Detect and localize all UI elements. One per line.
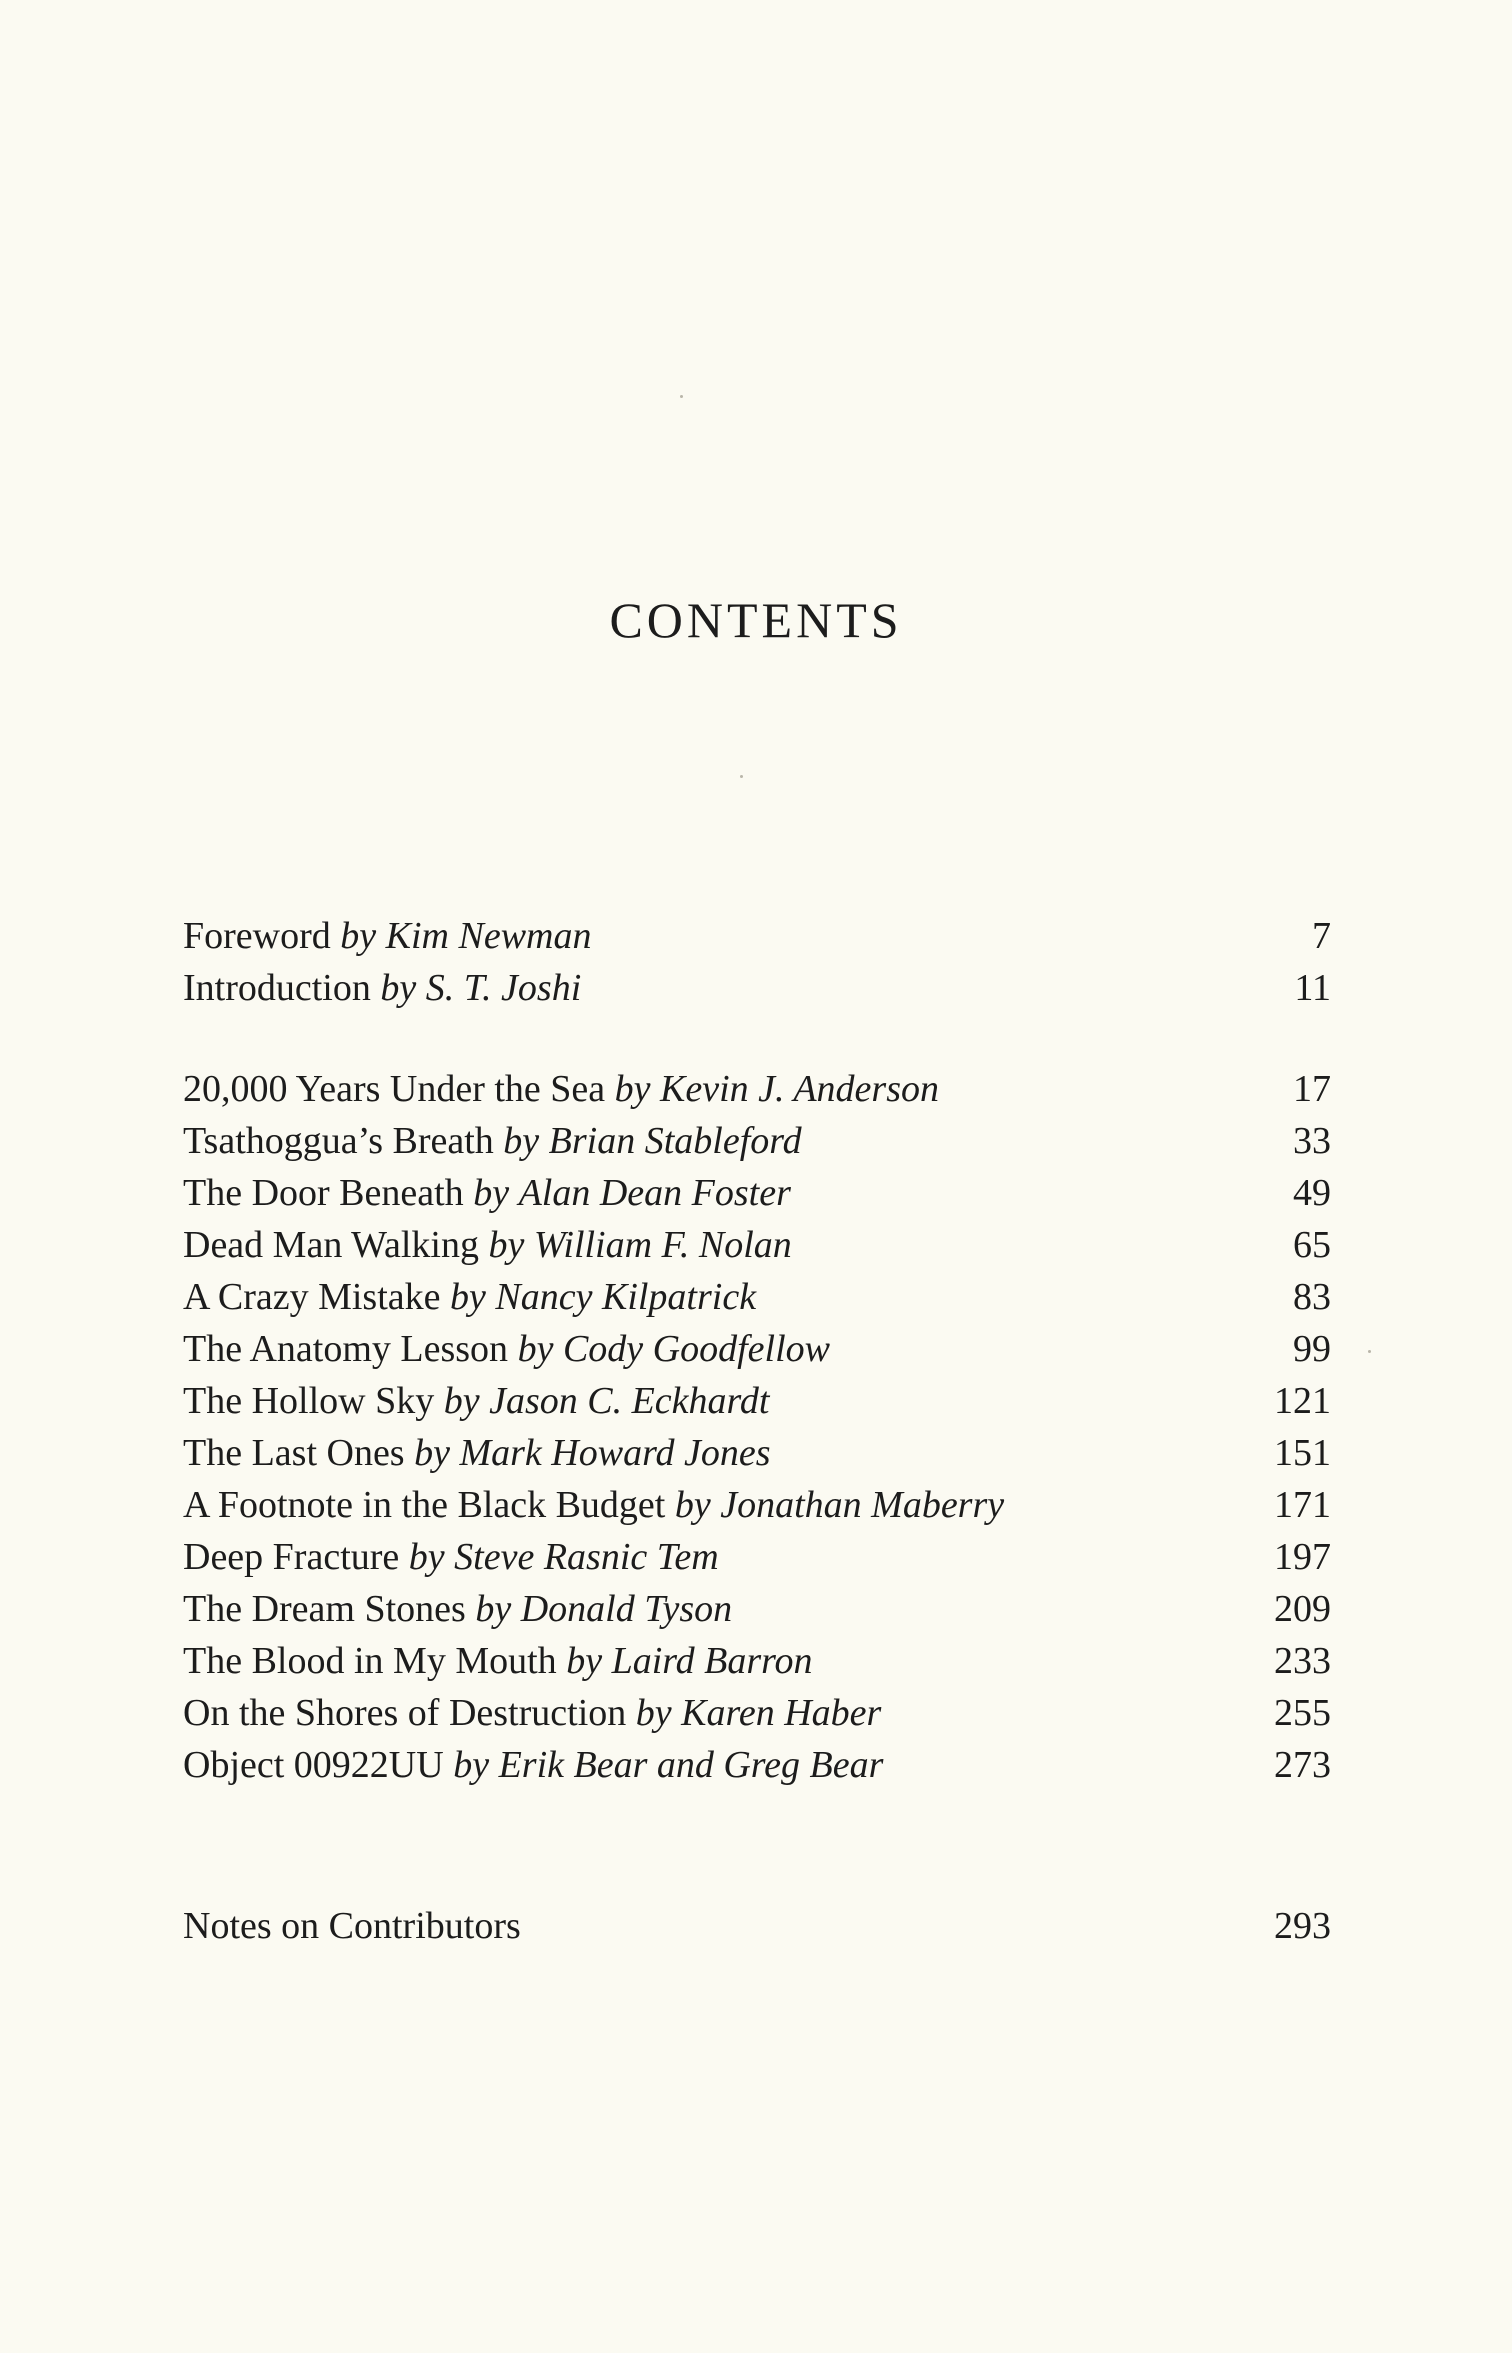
- entry-by: by: [475, 1588, 512, 1630]
- entry-title: Object 00922UU: [183, 1744, 444, 1786]
- toc-entry[interactable]: [183, 910, 1331, 962]
- toc-entry[interactable]: [183, 1635, 1331, 1687]
- entry-title: Introduction: [183, 967, 371, 1009]
- entry-by: by: [450, 1276, 486, 1318]
- paper-speck: [680, 395, 683, 398]
- entry-title: The Dream Stones: [183, 1588, 466, 1630]
- entry-author: Cody Goodfellow: [562, 1328, 830, 1370]
- entry-page-number: 99: [1293, 1328, 1331, 1370]
- toc-entry[interactable]: [183, 1219, 1331, 1271]
- toc-entry[interactable]: [183, 1687, 1331, 1739]
- entry-page-number: 49: [1293, 1172, 1331, 1214]
- entry-by: by: [488, 1224, 525, 1266]
- entry-title: Notes on Contributors: [183, 1905, 521, 1947]
- entry-title: The Blood in My Mouth: [183, 1640, 557, 1682]
- entry-author: S. T. Joshi: [425, 967, 582, 1009]
- entry-page-number: 209: [1274, 1588, 1331, 1630]
- entry-by: by: [517, 1328, 554, 1370]
- entry-author: Kevin J. Anderson: [660, 1068, 940, 1110]
- entry-author: Laird Barron: [611, 1640, 813, 1682]
- entry-title: Foreword: [183, 915, 331, 957]
- entry-page-number: 151: [1274, 1432, 1331, 1474]
- toc-entry[interactable]: [183, 1115, 1331, 1167]
- entry-author: Nancy Kilpatrick: [495, 1276, 757, 1318]
- entry-by: by: [614, 1068, 651, 1110]
- entry-title: Deep Fracture: [183, 1536, 400, 1578]
- entry-title: The Door Beneath: [183, 1172, 464, 1214]
- entry-by: by: [380, 967, 417, 1009]
- entry-title: On the Shores of Destruction: [183, 1692, 627, 1734]
- entry-title: The Hollow Sky: [183, 1380, 435, 1422]
- entry-by: by: [340, 915, 377, 957]
- entry-title: A Crazy Mistake: [183, 1276, 441, 1318]
- entry-page-number: 273: [1274, 1744, 1331, 1786]
- entry-title: A Footnote in the Black Budget: [183, 1484, 666, 1526]
- entry-page-number: 171: [1274, 1484, 1331, 1526]
- entry-author: Alan Dean Foster: [518, 1172, 791, 1214]
- toc-entry[interactable]: [183, 1583, 1331, 1635]
- entry-page-number: 33: [1293, 1120, 1331, 1162]
- entry-page-number: 197: [1274, 1536, 1331, 1578]
- entry-by: by: [473, 1172, 510, 1214]
- entry-author: Brian Stableford: [548, 1120, 802, 1162]
- entry-page-number: 255: [1274, 1692, 1331, 1734]
- entry-author: Kim Newman: [385, 915, 592, 957]
- entry-title: 20,000 Years Under the Sea: [183, 1068, 606, 1110]
- entry-page-number: 7: [1312, 915, 1331, 957]
- entry-author: Steve Rasnic Tem: [454, 1536, 719, 1578]
- toc-entry[interactable]: [183, 1739, 1331, 1791]
- toc-entry[interactable]: [183, 1479, 1331, 1531]
- entry-title: The Anatomy Lesson: [183, 1328, 509, 1370]
- paper-speck: [1368, 1350, 1371, 1353]
- entry-page-number: 11: [1294, 967, 1331, 1009]
- entry-by: by: [566, 1640, 603, 1682]
- toc-entry[interactable]: [183, 1323, 1331, 1375]
- entry-page-number: 17: [1293, 1068, 1331, 1110]
- page-title: CONTENTS: [609, 592, 903, 648]
- paper-speck: [740, 775, 743, 778]
- toc-entry[interactable]: [183, 1427, 1331, 1479]
- entry-by: by: [443, 1380, 480, 1422]
- toc-entry[interactable]: [183, 1375, 1331, 1427]
- entry-by: by: [674, 1484, 711, 1526]
- entry-author: Mark Howard Jones: [459, 1432, 771, 1474]
- entry-by: by: [503, 1120, 540, 1162]
- entry-title: Dead Man Walking: [183, 1224, 479, 1266]
- entry-by: by: [635, 1692, 672, 1734]
- toc-entry[interactable]: [183, 1531, 1331, 1583]
- entry-page-number: 293: [1274, 1905, 1331, 1947]
- entry-author: Jonathan Maberry: [720, 1484, 1005, 1526]
- entry-by: by: [414, 1432, 450, 1474]
- entry-author: William F. Nolan: [533, 1224, 792, 1266]
- entry-page-number: 83: [1293, 1276, 1331, 1318]
- entry-author: Erik Bear and Greg Bear: [498, 1744, 884, 1786]
- toc-entry[interactable]: [183, 1900, 1331, 1952]
- toc-entry[interactable]: [183, 1167, 1331, 1219]
- toc-entry[interactable]: [183, 1063, 1331, 1115]
- entry-page-number: 121: [1274, 1380, 1331, 1422]
- entry-page-number: 233: [1274, 1640, 1331, 1682]
- entry-title: Tsathoggua’s Breath: [183, 1120, 494, 1162]
- entry-by: by: [453, 1744, 490, 1786]
- toc-entry[interactable]: [183, 962, 1331, 1014]
- entry-title: The Last Ones: [183, 1432, 405, 1474]
- entry-by: by: [408, 1536, 445, 1578]
- entry-page-number: 65: [1293, 1224, 1331, 1266]
- entry-author: Jason C. Eckhardt: [489, 1380, 770, 1422]
- entry-author: Donald Tyson: [520, 1588, 733, 1630]
- entry-author: Karen Haber: [681, 1692, 882, 1734]
- toc-entry[interactable]: [183, 1271, 1331, 1323]
